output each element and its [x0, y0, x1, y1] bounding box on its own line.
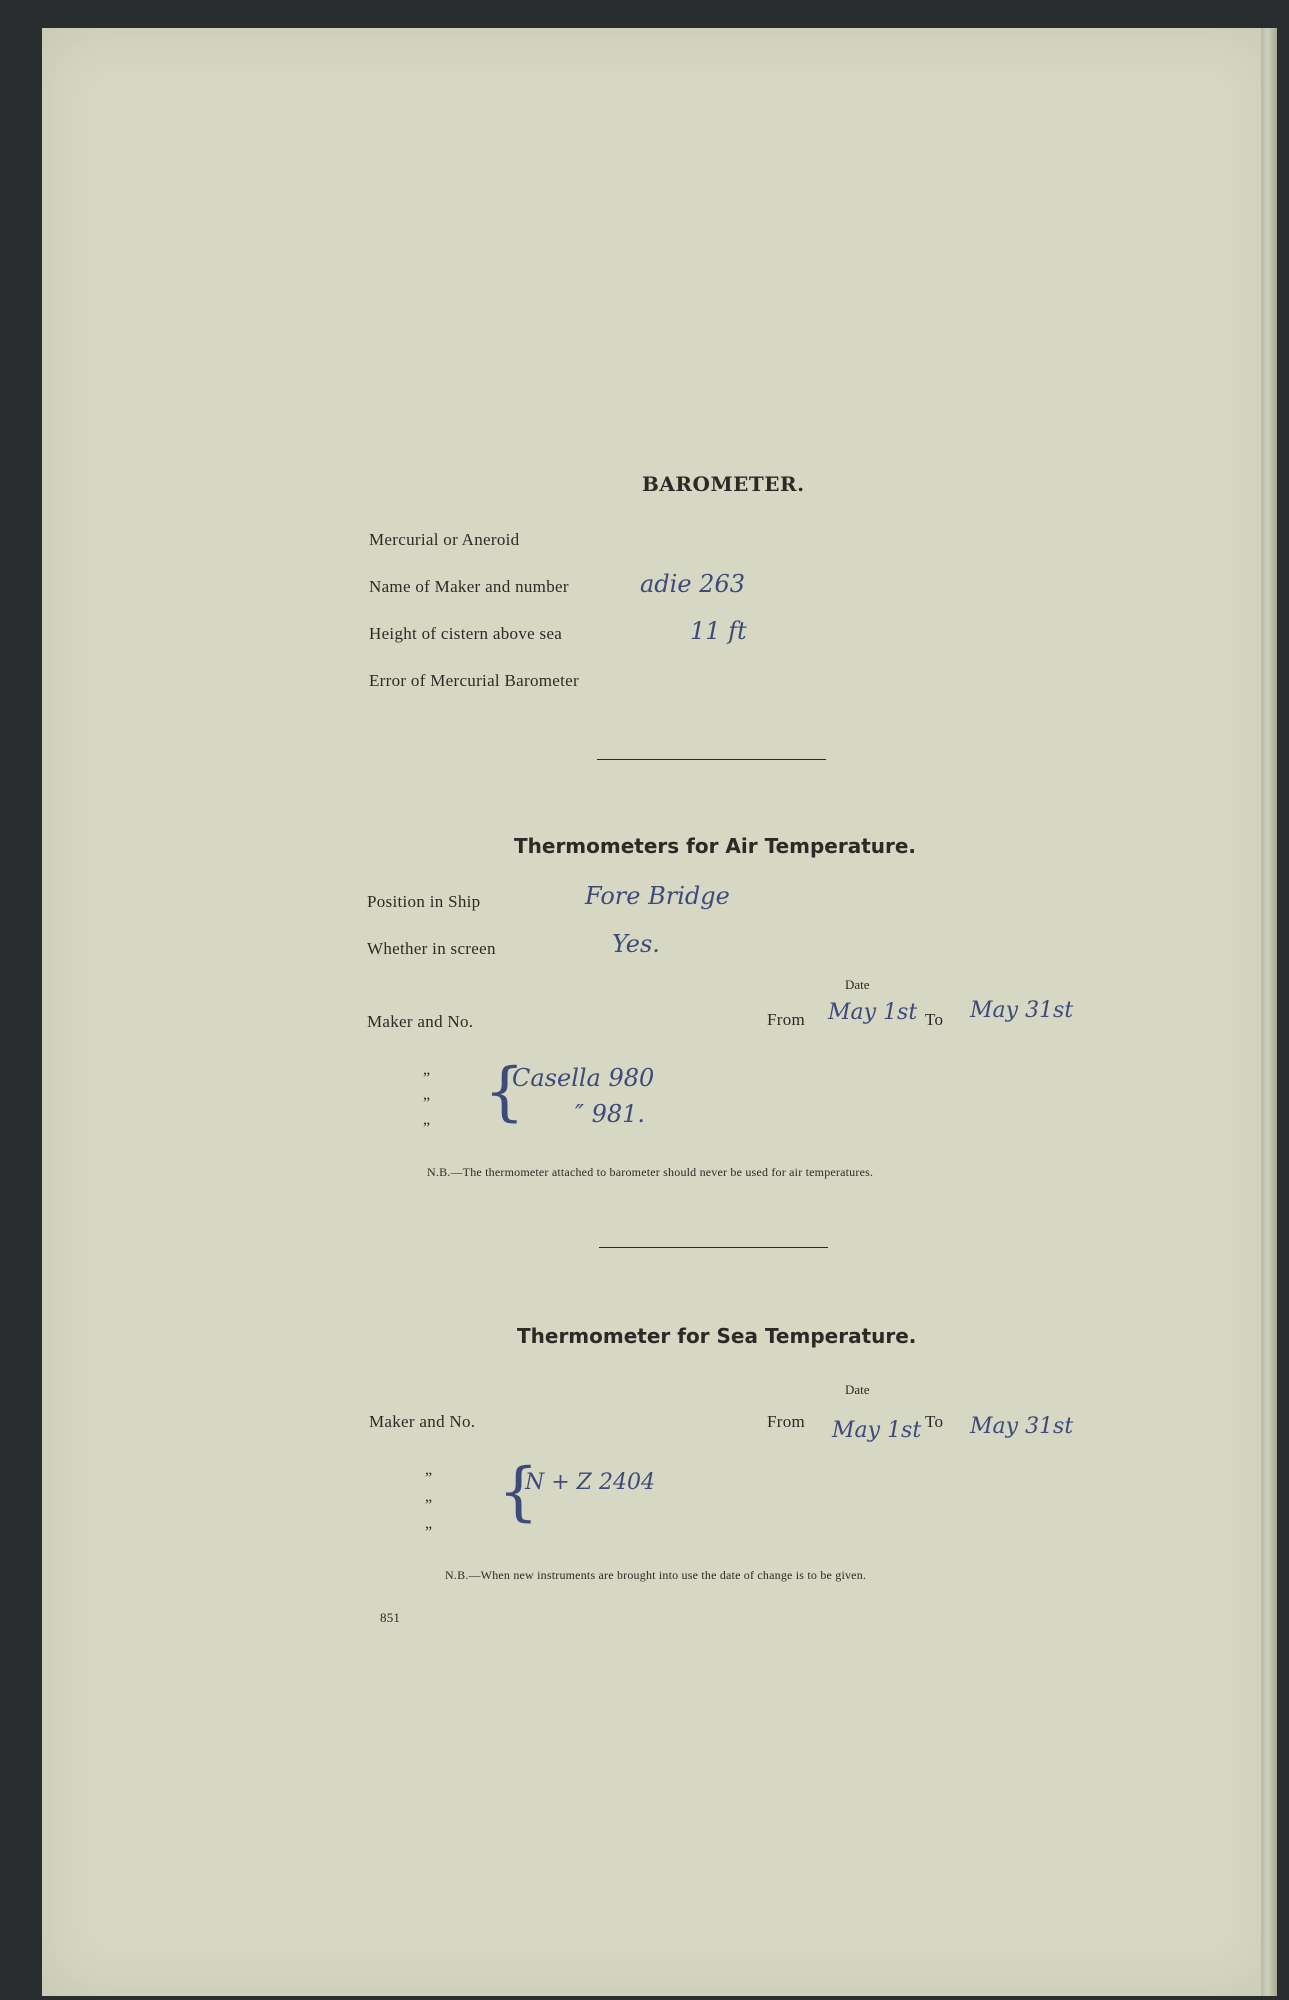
sea-from-value: May 1st	[832, 1418, 922, 1443]
ditto-mark: ”	[423, 1095, 431, 1112]
sea-to-value: May 31st	[970, 1414, 1074, 1439]
sea-thermometer-title: Thermometer for Sea Temperature.	[517, 1324, 917, 1348]
maker-number-label: Name of Maker and number	[369, 577, 569, 596]
whether-in-screen-value: Yes.	[612, 930, 660, 958]
air-thermometers-title: Thermometers for Air Temperature.	[514, 834, 917, 858]
air-entry-1: Casella 980	[512, 1064, 655, 1092]
air-entry-2: ″ 981.	[575, 1100, 646, 1128]
document-page	[42, 28, 1277, 1996]
mercurial-aneroid-label: Mercurial or Aneroid	[369, 530, 520, 549]
air-to-value: May 31st	[970, 998, 1074, 1023]
air-note: N.B.—The thermometer attached to barometer should never be used for air temperatures.	[427, 1165, 874, 1179]
ditto-mark: ”	[423, 1070, 431, 1087]
cistern-height-value: 11 ft	[690, 617, 747, 645]
sea-from-label: From	[767, 1412, 806, 1431]
sea-entry-1: N + Z 2404	[525, 1470, 655, 1495]
air-date-label: Date	[845, 977, 870, 992]
ditto-mark: ”	[425, 1497, 433, 1514]
ditto-mark: ”	[425, 1470, 433, 1487]
page-number: 851	[380, 1610, 401, 1625]
maker-number-value: adie 263	[640, 570, 745, 598]
position-in-ship-value: Fore Bridge	[585, 882, 730, 910]
whether-in-screen-label: Whether in screen	[367, 939, 496, 958]
sea-date-label: Date	[845, 1382, 870, 1397]
ditto-mark: ”	[425, 1524, 433, 1541]
air-maker-label: Maker and No.	[367, 1012, 474, 1031]
page-edge	[1261, 28, 1277, 1996]
position-in-ship-label: Position in Ship	[367, 892, 481, 911]
section-divider	[597, 759, 826, 760]
ditto-mark: ”	[423, 1120, 431, 1137]
air-from-label: From	[767, 1010, 806, 1029]
bracket-icon: {	[498, 1455, 539, 1529]
bracket-icon: {	[484, 1055, 525, 1129]
air-to-label: To	[925, 1010, 944, 1029]
cistern-height-label: Height of cistern above sea	[369, 624, 563, 643]
air-from-value: May 1st	[828, 1000, 918, 1025]
section-divider	[599, 1247, 828, 1248]
barometer-error-label: Error of Mercurial Barometer	[369, 671, 579, 690]
sea-note: N.B.—When new instruments are brought into use the date of change is to be given.	[445, 1568, 867, 1582]
sea-to-label: To	[925, 1412, 944, 1431]
sea-maker-label: Maker and No.	[369, 1412, 476, 1431]
barometer-title: BAROMETER.	[642, 472, 805, 496]
